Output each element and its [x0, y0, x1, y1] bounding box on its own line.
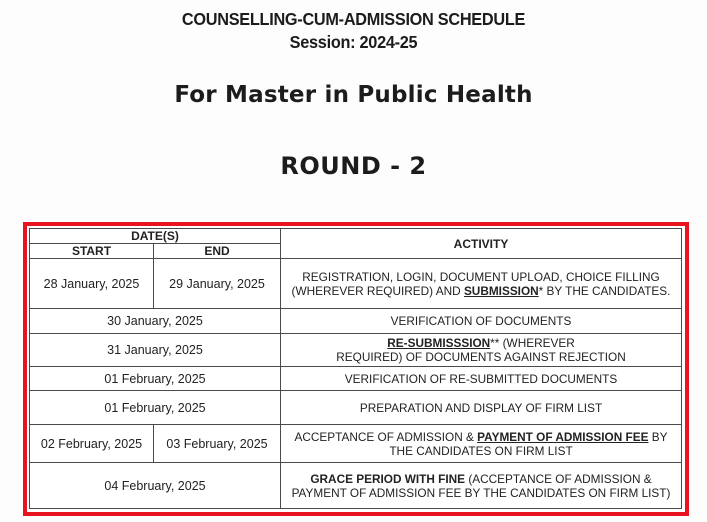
activity-text: (WHEREVER REQUIRED) AND	[291, 283, 464, 298]
activity-text: THE CANDIDATES ON FIRM LIST	[389, 443, 573, 458]
program-title: For Master in Public Health	[174, 82, 533, 108]
header-end: END	[154, 244, 281, 259]
activity-text: BY	[648, 429, 668, 444]
activity-cell	[281, 425, 682, 463]
activity-text: ** (WHEREVER	[490, 336, 575, 350]
end-date: 29 January, 2025	[154, 259, 281, 309]
header-start: START	[30, 244, 154, 259]
table-row	[30, 259, 682, 309]
activity-emphasis: RE-SUBMISSSION	[387, 336, 491, 350]
activity-cell: VERIFICATION OF DOCUMENTS	[281, 309, 682, 334]
activity-cell	[281, 259, 682, 309]
date-cell: 30 January, 2025	[30, 309, 281, 334]
header-activity: ACTIVITY	[281, 229, 682, 259]
activity-text: REQUIRED) OF DOCUMENTS AGAINST REJECTION	[336, 350, 626, 364]
date-cell: 04 February, 2025	[30, 463, 281, 509]
table-header-row	[30, 229, 682, 244]
schedule-table-frame	[23, 222, 689, 516]
activity-text: * BY THE CANDIDATES.	[538, 283, 671, 298]
activity-text: ACCEPTANCE OF ADMISSION &	[294, 429, 478, 444]
activity-text: (ACCEPTANCE OF ADMISSION &	[465, 471, 652, 486]
table-row	[30, 391, 682, 425]
session-label: Session: 2024-25	[289, 32, 418, 52]
table-row	[30, 309, 682, 334]
schedule-table	[29, 228, 682, 509]
date-cell: 01 February, 2025	[30, 391, 281, 425]
activity-text: REGISTRATION, LOGIN, DOCUMENT UPLOAD, CHOICE FILLING	[302, 269, 660, 284]
start-date: 02 February, 2025	[30, 425, 154, 463]
header-dates: DATE(S)	[30, 229, 281, 244]
schedule-title: COUNSELLING-CUM-ADMISSION SCHEDULE	[181, 9, 526, 29]
activity-cell: PREPARATION AND DISPLAY OF FIRM LIST	[281, 391, 682, 425]
activity-cell	[281, 334, 682, 367]
activity-emphasis: PAYMENT OF ADMISSION FEE	[477, 429, 649, 444]
end-date: 03 February, 2025	[154, 425, 281, 463]
activity-cell: VERIFICATION OF RE-SUBMITTED DOCUMENTS	[281, 367, 682, 391]
round-title: ROUND - 2	[280, 152, 427, 180]
table-row	[30, 463, 682, 509]
activity-cell	[281, 463, 682, 509]
table-row	[30, 334, 682, 367]
activity-emphasis: SUBMISSION	[463, 283, 539, 298]
activity-bold: GRACE PERIOD WITH FINE	[310, 471, 466, 486]
start-date: 28 January, 2025	[30, 259, 154, 309]
date-cell: 01 February, 2025	[30, 367, 281, 391]
table-row	[30, 425, 682, 463]
table-row	[30, 367, 682, 391]
activity-text: PAYMENT OF ADMISSION FEE BY THE CANDIDATES ON FIRM LIST)	[291, 485, 671, 500]
date-cell: 31 January, 2025	[30, 334, 281, 367]
